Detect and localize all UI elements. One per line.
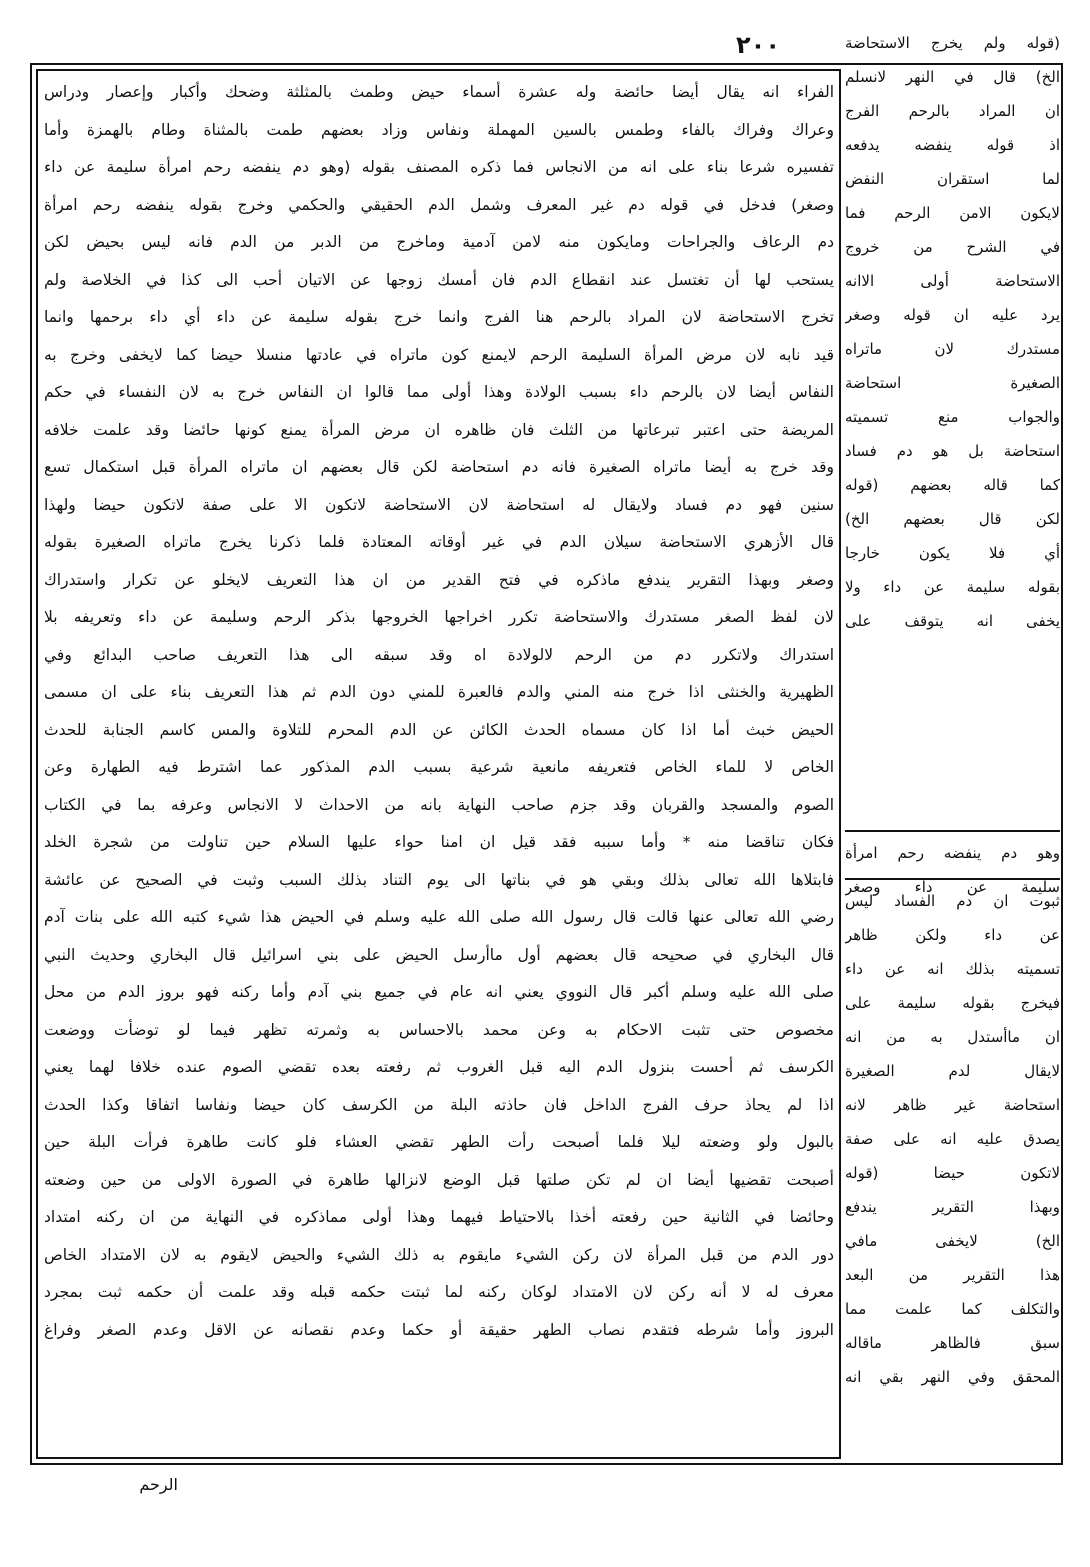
margin-line: الخ) قال في النهر لانسلم bbox=[845, 68, 1060, 86]
main-text-column bbox=[44, 74, 834, 1454]
margin-line: ان المراد بالرحم الفرج bbox=[845, 102, 1060, 120]
margin-line: المحقق وفي النهر بقي انه bbox=[845, 1368, 1060, 1386]
margin-line: لما استقران النفض bbox=[845, 170, 1060, 188]
main-text-line: وقد خرج به أيضا ماتراه الصغيرة فانه دم استحاضة لكن قال بعضهم ان ماتراه المرأة قبل استكمال تسع bbox=[44, 458, 834, 476]
main-text-line: وحائضا في الثانية حين رفعته أخذا بالاحتياط فيهما وهذا أولى مماذكره في النهاية من ان ركنه امتداد bbox=[44, 1208, 834, 1226]
main-text-line: تخرج الاستحاضة لان المراد بالرحم هنا الفرج وانما خرج بقوله سليمة عن داء أي داء برحمها وانما bbox=[44, 308, 834, 326]
main-text-line bbox=[44, 1349, 834, 1387]
margin-line: سليمة عن داء وصغر bbox=[845, 878, 1060, 896]
margin-line: عن داء ولكن ظاهر bbox=[845, 926, 1060, 944]
margin-line: استحاضة غير ظاهر لانه bbox=[845, 1096, 1060, 1114]
main-text-line: فكان تناقضا منه * وأما سببه فقد قيل ان امنا حواء عليها السلام حين تناولت من شجرة الخلد bbox=[44, 833, 834, 851]
margin-divider bbox=[845, 830, 1060, 832]
margin-line: مستدرك لان ماتراه bbox=[845, 340, 1060, 358]
margin-line: الاستحاضة أولى الاانه bbox=[845, 272, 1060, 290]
main-text-line: وصغر وبهذا التقرير يندفع ماذكره في فتح القدير من ان هذا التعريف لايخلو عن تكرار واستدراك bbox=[44, 570, 834, 589]
main-text-line: الحيض خبث أما اذا كان مسماه الحدث الكائن عن الدم المحرم للتلاوة والمس كاسم الجنابة للحدث bbox=[44, 720, 834, 739]
margin-line: لايقال لدم الصغيرة bbox=[845, 1062, 1060, 1080]
main-text-line: صلى الله عليه وسلم أكبر قال النووي يعني انه عام في جميع بني آدم وأما ركنه فهو بروز الدم من محل bbox=[44, 983, 834, 1001]
margin-line: سبق فالظاهر ماقاله bbox=[845, 1334, 1060, 1352]
main-text-line: وصغر) فدخل في قوله دم غير المعرف وشمل الدم الحقيقي والحكمي وخرج بقوله ينفضه رحم امرأة bbox=[44, 195, 834, 214]
main-text-line: معرف له لا أنه ركن لان الامتداد لوكان ركنه لما ثبتت حكمه قبله وقد علمت أن حكمه ثبت بمجرد bbox=[44, 1283, 834, 1301]
margin-line: ثبوت ان دم الفساد ليس bbox=[845, 892, 1060, 910]
margin-commentary-column bbox=[845, 26, 1060, 1466]
margin-line: يخفى انه يتوقف على bbox=[845, 612, 1060, 630]
main-text-line: قال الأزهري الاستحاضة سيلان الدم في غير أوقاته المعتادة فلما ذكرنا يخرج ماتراه الصغيرة بقوله bbox=[44, 533, 834, 551]
margin-line: بقوله سليمة عن داء ولا bbox=[845, 578, 1060, 596]
main-text-line: وعراك وفراك بالفاء وطمس بالسين المهملة ونفاس وزاد بعضهم طمت بالمثناة وطام بالهمزة وأما bbox=[44, 120, 834, 139]
main-text-line: قيد نابه لان مرض المرأة السليمة الرحم لايمنع كون ماتراه في عادتها منسلا حيضا كما لايخفى وخرج به bbox=[44, 345, 834, 364]
margin-line: أي فلا يكون خارجا bbox=[845, 544, 1060, 562]
main-text-line: البروز وأما شرطه فتقدم نصاب الطهر حقيقة أو حكما وعدم نقصانه عن الاقل وعدم الصغر وفراغ bbox=[44, 1320, 834, 1339]
page-number: ٢٠٠ bbox=[736, 31, 780, 59]
main-text-line: دور الدم من قبل المرأة لان ركن الشيء مايقوم به ذلك الشيء والحيض لايقوم به لان الامتداد الخاص bbox=[44, 1245, 834, 1264]
margin-line: ان ماأستدل به من انه bbox=[845, 1028, 1060, 1046]
main-text-line: سنين فهو دم فساد ولايقال له استحاضة لان الاستحاضة لاتكون الا على صفة لاتكون حيضا ولهذا bbox=[44, 495, 834, 514]
main-text-line: لان لفظ الصغر مستدرك والاستحاضة تكرر اخراجها الخروجها بذكر الرحم وسليمة عن داء وتعريفه بلا bbox=[44, 608, 834, 626]
main-text-line: الخاص لا للماء الخاص فتعريفه مانعية شرعية بسبب الدم المذكور عما اشترط فيه الطهارة وعن bbox=[44, 758, 834, 776]
margin-line: في الشرح من خروج bbox=[845, 238, 1060, 256]
main-text-line: قال البخاري في صحيحه قال بعضهم أول ماأرسل الحيض على بني اسرائيل قال البخاري وحديث النبي bbox=[44, 945, 834, 964]
margin-line: كما قاله بعضهم (قوله bbox=[845, 476, 1060, 494]
catchword: الرحم bbox=[139, 1475, 178, 1494]
margin-line: اذ قوله ينفضه يدفعه bbox=[845, 136, 1060, 154]
margin-line: يرد عليه ان قوله وصغر bbox=[845, 306, 1060, 324]
main-text-line: استدراك ولاتكرر دم من الرحم لالولادة اه وقد سبقه الى هذا التعريف صاحب البدائع وفي bbox=[44, 645, 834, 664]
margin-line: (قوله ولم يخرج الاستحاضة bbox=[845, 34, 1060, 52]
margin-line: الخ) لايخفى مافي bbox=[845, 1232, 1060, 1250]
margin-line: وهو دم ينفضه رحم امرأة bbox=[845, 844, 1060, 862]
main-text-line: بالبول ولو وضعته ليلا فلما أصبحت رأت الطهر تقضي العشاء فلو كانت طاهرة فرأت البلة حين bbox=[44, 1133, 834, 1151]
margin-line: تسميته بذلك انه عن داء bbox=[845, 960, 1060, 978]
margin-line: والتكلف كما علمت مما bbox=[845, 1300, 1060, 1318]
margin-commentary-bottom bbox=[845, 884, 1060, 1394]
main-text-line: رضي الله تعالى عنها قالت قال رسول الله صلى الله عليه وسلم في الحيض هذا شيء كتبه الله على بنات آدم bbox=[44, 908, 834, 926]
main-text-line: الفراء انه يقال أيضا حائضة وله عشرة أسماء حيض وطمث بالمثلثة وضحك وأكبار وإعصار ودراس bbox=[44, 83, 834, 101]
main-text-line: الصوم والمسجد والقربان وقد جزم صاحب النهاية بانه من الاحداث لا الانجاس وعرفه بما في الكتاب bbox=[44, 795, 834, 814]
margin-line: الصغيرة استحاضة bbox=[845, 374, 1060, 392]
main-text-line: المريضة حتى اعتبر تبرعاتها من الثلث فان ظاهره ان مرض المرأة يمنع كونها حائضا وقد علمت خلافه bbox=[44, 420, 834, 439]
margin-line: استحاضة بل هو دم فساد bbox=[845, 442, 1060, 460]
margin-line: فيخرج بقوله سليمة على bbox=[845, 994, 1060, 1012]
margin-line: وبهذا التقرير يندفع bbox=[845, 1198, 1060, 1216]
margin-line: لكن قال بعضهم الخ) bbox=[845, 510, 1060, 528]
margin-commentary-top bbox=[845, 26, 1060, 638]
margin-line: يصدق عليه انه على صفة bbox=[845, 1130, 1060, 1148]
main-text-line: الظهيرية والخنثى اذا خرج منه المني والدم فالعبرة للمني دون الدم ثم هذا التعريف بناء على ان مسمى bbox=[44, 683, 834, 701]
main-text-line: مخصوص حتى تثبت الاحكام به وعن محمد بالاحساس به وثمرته تظهر فيما لو توضأت ووضعت bbox=[44, 1020, 834, 1039]
margin-line: لايكون الامن الرحم فما bbox=[845, 204, 1060, 222]
margin-line: هذا التقرير من البعد bbox=[845, 1266, 1060, 1284]
main-text-line: فابتلاها الله تعالى بذلك وبقي هو في بناتها الى يوم التناد بذلك السبب وثبت في الصحيح عن عائشة bbox=[44, 870, 834, 889]
main-text-line: دم الرعاف والجراحات ومايكون منه لامن آدمية وماخرج من الدبر من الدم فانه ليس بحيض لكن bbox=[44, 233, 834, 251]
margin-line: والجواب منع تسميته bbox=[845, 408, 1060, 426]
main-text-line: الكرسف ثم أحست بنزول الدم اليه قبل الغروب ثم رفعته بعده تقضي الصوم عنده خلافا لهما يعني bbox=[44, 1058, 834, 1076]
margin-line: لاتكون حيضا (قوله bbox=[845, 1164, 1060, 1182]
main-text-line: النفاس أيضا لان بالرحم داء بسبب الولادة وهذا أولى مما قالوا ان النفاس خرج به لان النفساء في حكم bbox=[44, 383, 834, 401]
margin-divider bbox=[845, 878, 1060, 880]
main-text-line: يستحب لها أن تغتسل عند انقطاع الدم فان أمسك زوجها عن الاتيان أحب الى كذا في الخلاصة ولم bbox=[44, 270, 834, 289]
main-text-line: اذا لم يحاذ حرف الفرج الداخل فان حاذته البلة من الكرسف كان حيضا ونفاسا اتفاقا وكذا الحدث bbox=[44, 1095, 834, 1114]
main-text-line: تفسيره شرعا بناء على انه من الانجاس فما ذكره المصنف بقوله (وهو دم ينفضه رحم امرأة سليمة عن داء bbox=[44, 158, 834, 176]
main-text-line: أصبحت تقضيها أيضا ان لم تكن صلتها قبل الوضع لانزالها طاهرة في الصورة الاولى من حين وضعته bbox=[44, 1170, 834, 1189]
